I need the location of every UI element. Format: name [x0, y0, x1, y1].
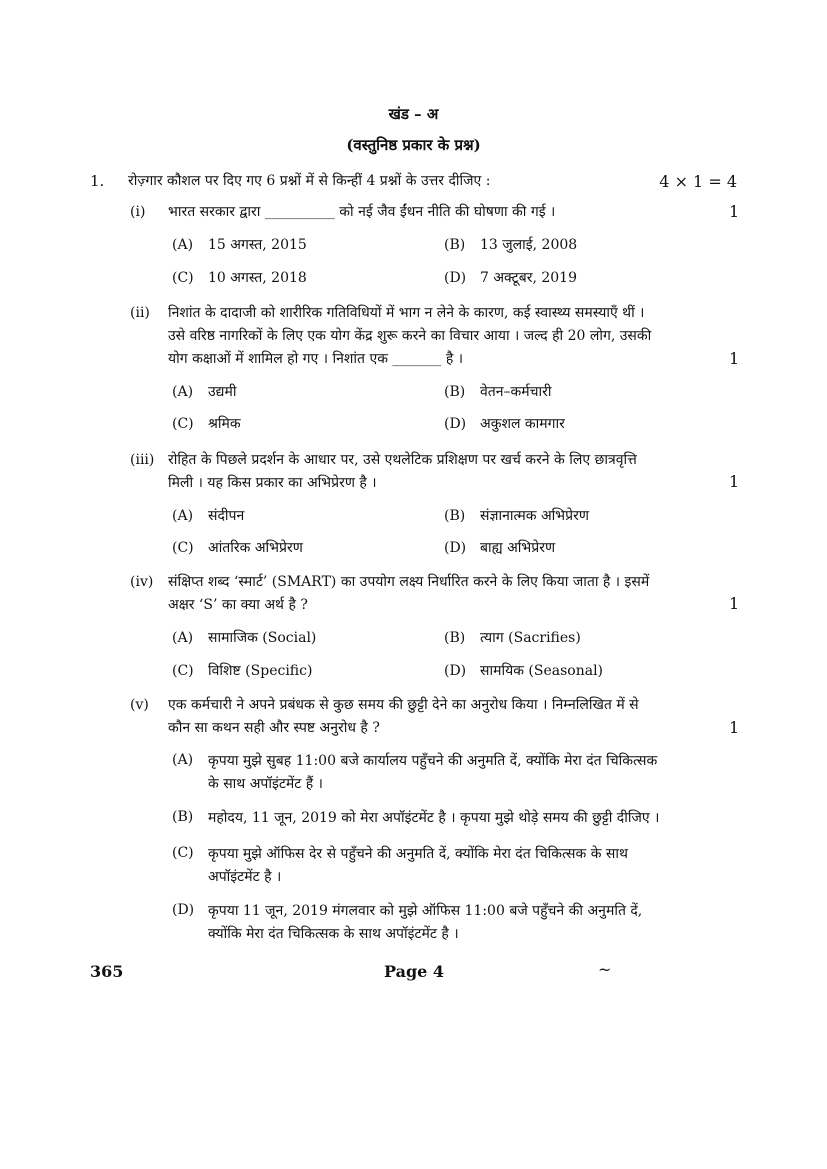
subquestion-label: (i): [130, 204, 146, 220]
option-d: (D) 7 अक्टूबर, 2019: [444, 270, 577, 286]
option-a: (A) उद्यमी: [172, 384, 237, 400]
option-c-text: अपॉइंटमेंट है ।: [208, 869, 282, 885]
subquestion-label: (iv): [130, 574, 154, 590]
page-number: Page 4: [384, 962, 445, 981]
subquestion-text: एक कर्मचारी ने अपने प्रबंधक से कुछ समय की छुट्टी देने का अनुरोध किया । निम्नलिखित में से: [168, 697, 639, 713]
subquestion-text: अक्षर ‘S’ का क्या अर्थ है ?: [168, 597, 308, 613]
option-a-label: (A): [172, 752, 194, 768]
option-b-text: महोदय, 11 जून, 2019 को मेरा अपॉइंटमेंट है । कृपया मुझे थोड़े समय की छुट्टी दीजिए ।: [208, 810, 660, 826]
option-b: (B) वेतन–कर्मचारी: [444, 384, 552, 400]
option-a-text: कृपया मुझे सुबह 11:00 बजे कार्यालय पहुँचने की अनुमति दें, क्योंकि मेरा दंत चिकित्सक: [208, 753, 658, 769]
option-d-text: क्योंकि मेरा दंत चिकित्सक के साथ अपॉइंटमेंट है ।: [208, 926, 459, 942]
subquestion-marks: 1: [729, 594, 740, 613]
subquestion-marks: 1: [729, 718, 740, 737]
option-c-text: कृपया मुझे ऑफिस देर से पहुँचने की अनुमति दें, क्योंकि मेरा दंत चिकित्सक के साथ: [208, 846, 628, 862]
paper-code: 365: [90, 962, 124, 981]
option-b-label: (B): [172, 809, 194, 825]
option-c: (C) आंतरिक अभिप्रेरण: [172, 540, 303, 556]
option-a-text: के साथ अपॉइंटमेंट हैं ।: [208, 776, 323, 792]
option-d-label: (D): [172, 902, 195, 918]
option-c: (C) 10 अगस्त, 2018: [172, 270, 307, 286]
question-number: 1.: [90, 172, 105, 190]
option-c: (C) श्रमिक: [172, 416, 241, 432]
subquestion-text: भारत सरकार द्वारा __________ को नई जैव ईंधन नीति की घोषणा की गई ।: [168, 204, 556, 220]
footer-mark: ~: [598, 960, 612, 979]
subquestion-label: (ii): [130, 305, 150, 321]
subquestion-text: मिली । यह किस प्रकार का अभिप्रेरण है ।: [168, 475, 377, 491]
subquestion-text: रोहित के पिछले प्रदर्शन के आधार पर, उसे एथलेटिक प्रशिक्षण पर खर्च करने के लिए छात्रवृत्ति: [168, 452, 637, 468]
option-a: (A) सामाजिक (Social): [172, 630, 317, 646]
option-c: (C) विशिष्ट (Specific): [172, 663, 313, 679]
subquestion-text: उसे वरिष्ठ नागरिकों के लिए एक योग केंद्र शुरू करने का विचार आया । जल्द ही 20 लोग, उसकी: [168, 328, 652, 344]
subquestion-marks: 1: [729, 349, 740, 368]
option-a: (A) संदीपन: [172, 508, 245, 524]
section-subtitle: (वस्तुनिष्ठ प्रकार के प्रश्न): [346, 136, 481, 154]
option-a: (A) 15 अगस्त, 2015: [172, 237, 307, 253]
subquestion-text: संक्षिप्त शब्द ‘स्मार्ट’ (SMART) का उपयोग लक्ष्य निर्धारित करने के लिए किया जाता है । इसमें: [168, 574, 650, 590]
option-d: (D) अकुशल कामगार: [444, 416, 565, 432]
subquestion-text: निशांत के दादाजी को शारीरिक गतिविधियों में भाग न लेने के कारण, कई स्वास्थ्य समस्याएँ थीं ।: [168, 305, 645, 321]
option-b: (B) त्याग (Sacrifies): [444, 630, 581, 646]
subquestion-marks: 1: [729, 472, 740, 491]
subquestion-label: (v): [130, 697, 149, 713]
subquestion-label: (iii): [130, 452, 155, 468]
subquestion-marks: 1: [729, 202, 740, 221]
option-d: (D) सामयिक (Seasonal): [444, 663, 604, 679]
option-d: (D) बाह्य अभिप्रेरण: [444, 540, 556, 556]
option-b: (B) संज्ञानात्मक अभिप्रेरण: [444, 508, 589, 524]
question-instruction: रोज़्गार कौशल पर दिए गए 6 प्रश्नों में से किन्हीं 4 प्रश्नों के उत्तर दीजिए :: [128, 173, 491, 189]
option-b: (B) 13 जुलाई, 2008: [444, 237, 578, 253]
option-d-text: कृपया 11 जून, 2019 मंगलवार को मुझे ऑफिस 11:00 बजे पहुँचने की अनुमति दें,: [208, 903, 643, 919]
subquestion-text: योग कक्षाओं में शामिल हो गए । निशांत एक _______ है ।: [168, 351, 464, 367]
subquestion-text: कौन सा कथन सही और स्पष्ट अनुरोध है ?: [168, 720, 380, 736]
option-c-label: (C): [172, 845, 194, 861]
section-heading: खंड – अ: [388, 105, 439, 123]
question-total-marks: 4 × 1 = 4: [659, 172, 737, 191]
